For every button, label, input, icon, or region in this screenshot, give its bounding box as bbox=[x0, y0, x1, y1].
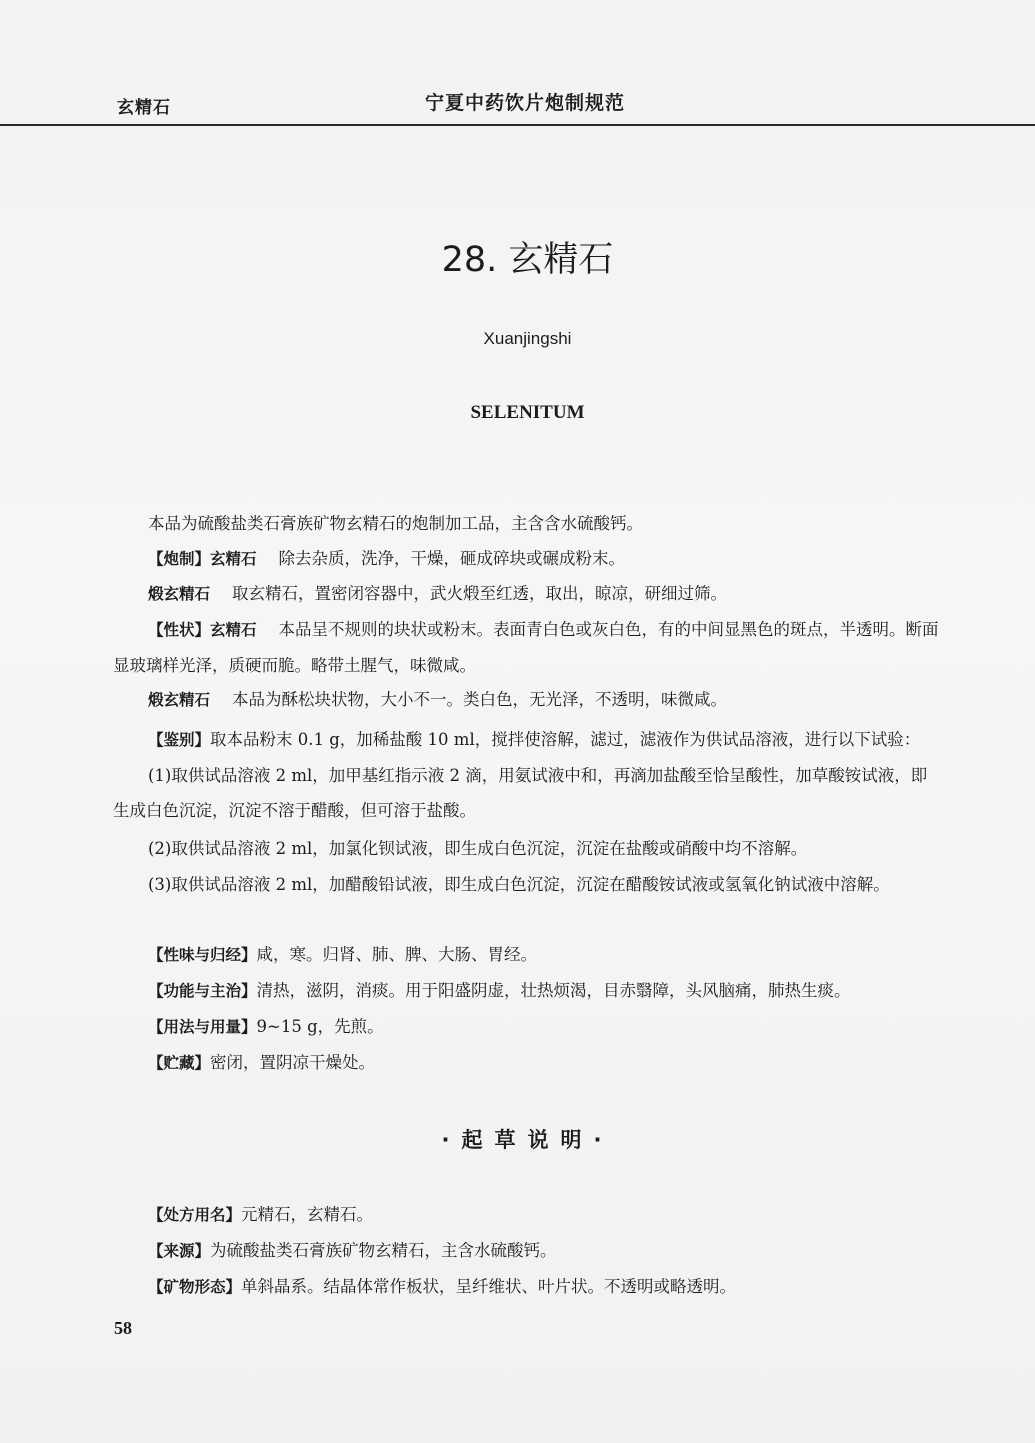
nature-paragraph bbox=[113, 937, 943, 973]
nature-label: 【性味与归经】 bbox=[148, 946, 257, 964]
page-number: 58 bbox=[114, 1318, 132, 1338]
latin-name: SELENITUM bbox=[470, 402, 585, 423]
mineral-form-text: 单斜晶系。结晶体常作板状，呈纤维状、叶片状。不透明或略透明。 bbox=[241, 1277, 737, 1296]
source-text: 为硫酸盐类石膏族矿物玄精石，主含水硫酸钙。 bbox=[210, 1241, 557, 1260]
processing-paragraph bbox=[113, 541, 943, 577]
usage-paragraph bbox=[113, 1009, 943, 1045]
identification-paragraph bbox=[113, 722, 943, 758]
usage-label: 【用法与用量】 bbox=[148, 1018, 257, 1036]
processing-label: 【炮制】玄精石 bbox=[148, 550, 257, 568]
prescription-names-text: 元精石，玄精石。 bbox=[241, 1205, 374, 1224]
test-1-text: (1)取供试品溶液 2 ml，加甲基红指示液 2 滴，用氨试液中和，再滴加盐酸至恰呈酸性，加草酸铵试液，即生成白色沉淀，沉淀不溶于醋酸，但可溶于盐酸。 bbox=[113, 766, 928, 820]
test-1-paragraph bbox=[113, 758, 943, 828]
characteristics-paragraph bbox=[113, 612, 943, 683]
mineral-form-label: 【矿物形态】 bbox=[148, 1278, 242, 1296]
test-2-text: (2)取供试品溶液 2 ml，加氯化钡试液，即生成白色沉淀，沉淀在盐酸或硝酸中均不溶解。 bbox=[148, 839, 808, 858]
identification-text: 取本品粉末 0.1 g，加稀盐酸 10 ml，搅拌使溶解，滤过，滤液作为供试品溶液，进行以下试验： bbox=[210, 730, 921, 749]
running-header-left: 玄精石 bbox=[117, 98, 171, 118]
calcined-characteristics-label: 煅玄精石 bbox=[148, 691, 211, 709]
storage-paragraph bbox=[113, 1045, 943, 1081]
function-text: 清热，滋阴，消痰。用于阳盛阴虚，壮热烦渴，目赤翳障，头风脑痛，肺热生痰。 bbox=[256, 981, 851, 1000]
header-divider bbox=[0, 124, 1035, 126]
prescription-names-label: 【处方用名】 bbox=[148, 1206, 242, 1224]
drafting-notes-heading: ·起草说明· bbox=[441, 1128, 614, 1152]
characteristics-text: 本品呈不规则的块状或粉末。表面青白色或灰白色，有的中间显黑色的斑点，半透明。断面显玻璃样光泽，质硬而脆。略带土腥气，味微咸。 bbox=[113, 620, 939, 675]
intro-paragraph bbox=[113, 506, 943, 541]
pinyin-name: Xuanjingshi bbox=[483, 329, 572, 348]
storage-label: 【贮藏】 bbox=[148, 1054, 211, 1072]
function-paragraph bbox=[113, 973, 943, 1009]
running-header-title: 宁夏中药饮片炮制规范 bbox=[425, 92, 626, 114]
calcined-characteristics-paragraph bbox=[113, 682, 943, 718]
source-paragraph bbox=[113, 1233, 943, 1269]
test-3-paragraph bbox=[113, 867, 943, 902]
usage-text: 9~15 g，先煎。 bbox=[256, 1017, 384, 1036]
function-label: 【功能与主治】 bbox=[148, 982, 257, 1000]
calcined-processing-paragraph bbox=[113, 576, 943, 612]
prescription-names-paragraph bbox=[113, 1197, 943, 1233]
calcined-processing-label: 煅玄精石 bbox=[148, 585, 211, 603]
storage-text: 密闭，置阴凉干燥处。 bbox=[210, 1053, 376, 1072]
source-label: 【来源】 bbox=[148, 1242, 211, 1260]
intro-text: 本品为硫酸盐类石膏族矿物玄精石的炮制加工品，主含含水硫酸钙。 bbox=[148, 514, 643, 533]
identification-label: 【鉴别】 bbox=[148, 731, 211, 749]
calcined-characteristics-text: 本品为酥松块状物，大小不一。类白色，无光泽，不透明，味微咸。 bbox=[232, 690, 728, 709]
mineral-form-paragraph bbox=[113, 1269, 943, 1305]
test-2-paragraph bbox=[113, 831, 943, 866]
nature-text: 咸，寒。归肾、肺、脾、大肠、胃经。 bbox=[256, 945, 538, 964]
processing-text: 除去杂质，洗净，干燥，砸成碎块或碾成粉末。 bbox=[278, 549, 626, 568]
characteristics-label: 【性状】玄精石 bbox=[148, 621, 257, 639]
calcined-processing-text: 取玄精石，置密闭容器中，武火煅至红透，取出，晾凉，研细过筛。 bbox=[232, 584, 728, 603]
test-3-text: (3)取供试品溶液 2 ml，加醋酸铅试液，即生成白色沉淀，沉淀在醋酸铵试液或氢氧化钠试液中溶解。 bbox=[148, 875, 890, 894]
monograph-title: 28. 玄精石 bbox=[441, 240, 614, 280]
